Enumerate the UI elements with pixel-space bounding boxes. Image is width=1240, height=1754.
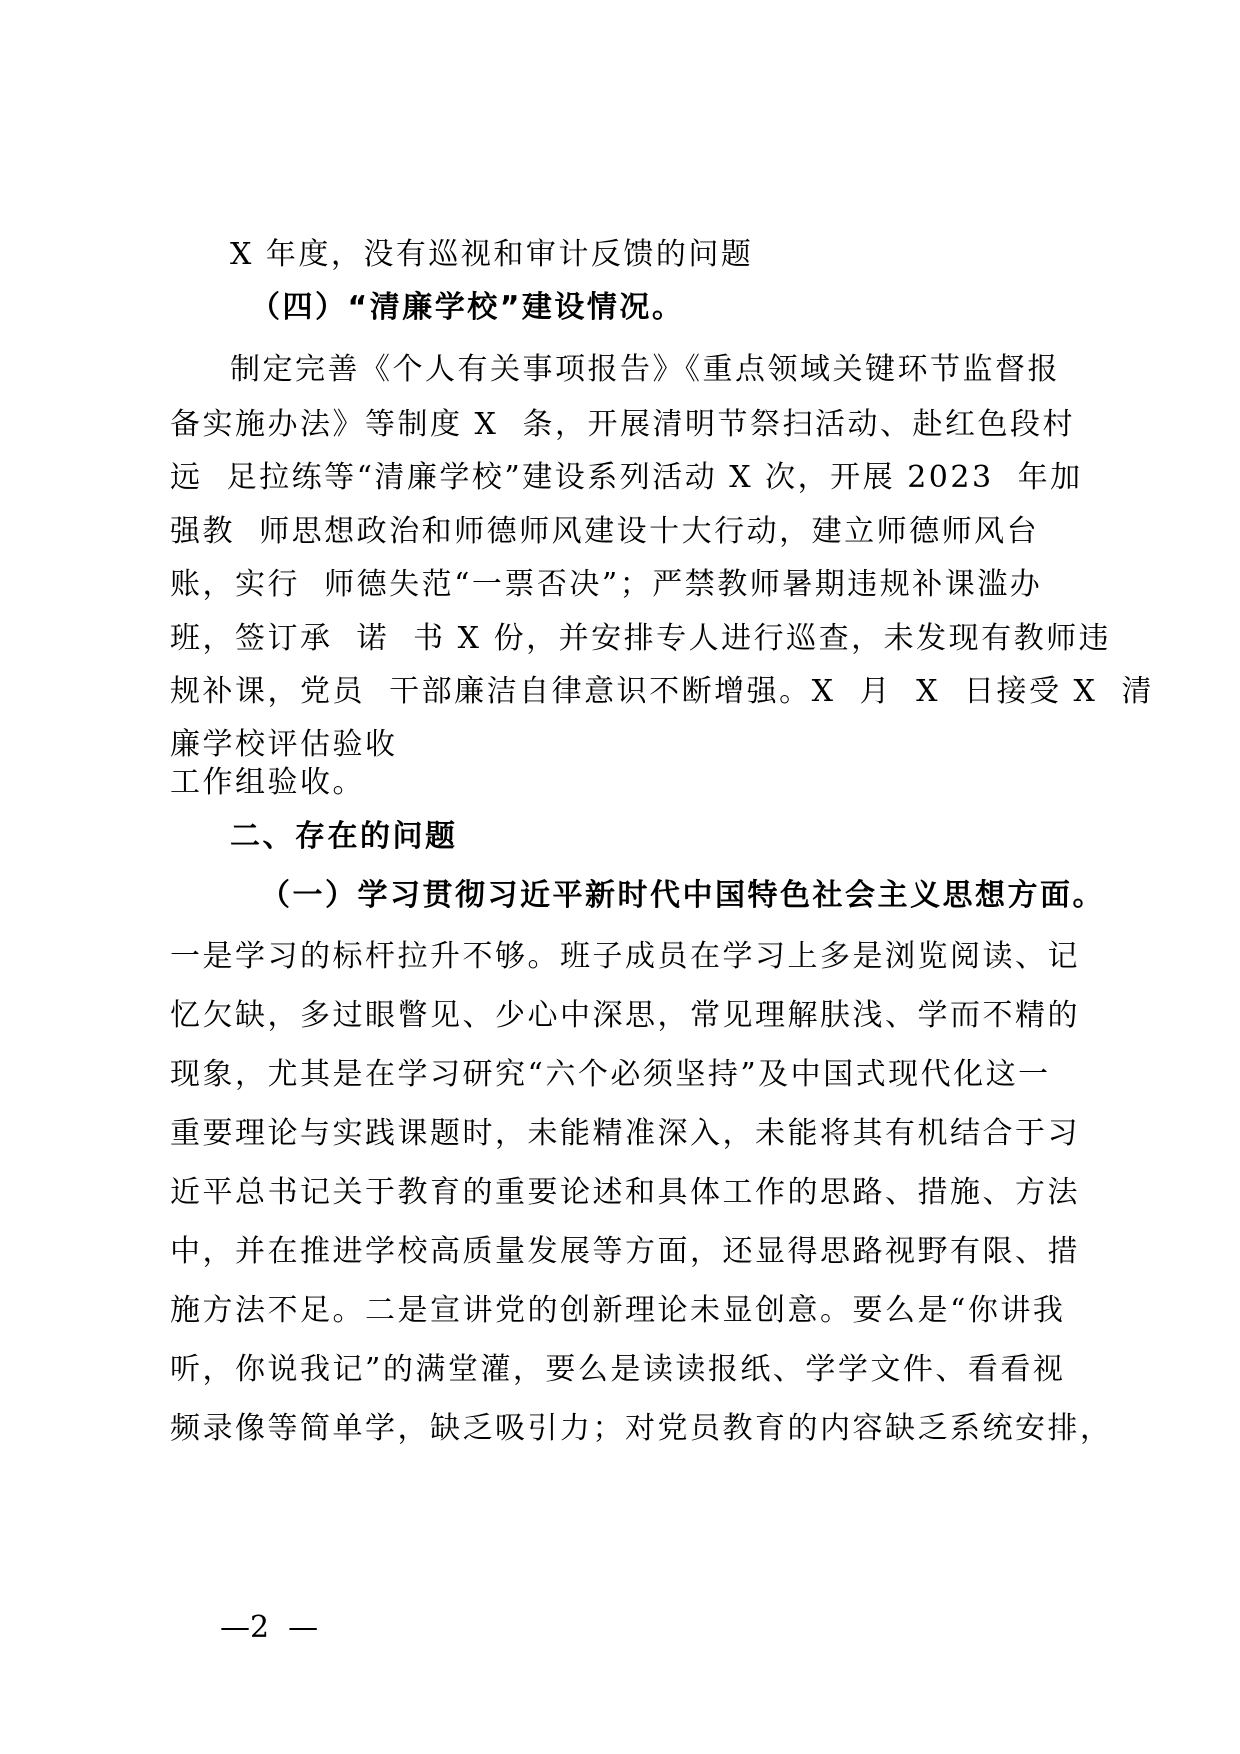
body-line-8: 班，签订承 诺 书 X 份，并安排专人进行巡查，未发现有教师违 [170,621,1112,656]
page-number: —2 — [220,1610,319,1645]
body-line-9: 规补课，党员 干部廉洁自律意识不断增强。X 月 X 日接受 X 清 [170,674,1154,709]
body-line-14: 一是学习的标杆拉升不够。班子成员在学习上多是浏览阅读、记 [170,939,1080,974]
body-line-10: 廉学校评估验收 [170,727,398,762]
body-line-3: 制定完善《个人有关事项报告》《重点领域关键环节监督报 [230,352,1060,387]
body-line-6: 强教 师思想政治和师德师风建设十大行动，建立师德师风台 [170,514,1040,549]
body-line-19: 中，并在推进学校高质量发展等方面，还显得思路视野有限、措 [170,1234,1080,1269]
subsection-heading-1: （一）学习贯彻习近平新时代中国特色社会主义思想方面。 [260,878,1105,913]
body-line-21: 听，你说我记”的满堂灌，要么是读读报纸、学学文件、看看视 [170,1352,1066,1387]
body-line-4: 备实施办法》等制度 X 条，开展清明节祭扫活动、赴红色段村 [170,407,1075,442]
body-line-15: 忆欠缺，多过眼瞥见、少心中深思，常见理解肤浅、学而不精的 [170,998,1080,1033]
section-heading-2: 二、存在的问题 [230,819,458,854]
body-line-20: 施方法不足。二是宣讲党的创新理论未显创意。要么是“你讲我 [170,1293,1066,1328]
body-line-16: 现象，尤其是在学习研究“六个必须坚持”及中国式现代化这一 [170,1057,1051,1092]
body-line-22: 频录像等简单学，缺乏吸引力；对党员教育的内容缺乏系统安排， [170,1411,1113,1446]
body-line-18: 近平总书记关于教育的重要论述和具体工作的思路、措施、方法 [170,1175,1080,1210]
body-line-1: X 年度，没有巡视和审计反馈的问题 [230,237,754,272]
body-line-7: 账，实行 师德失范“一票否决”；严禁教师暑期违规补课滥办 [170,567,1043,602]
body-line-5: 远 足拉练等“清廉学校”建设系列活动 X 次，开展 2023 年加 [170,460,1083,495]
section-heading-4: （四）“清廉学校”建设情况。 [250,290,685,325]
body-line-11: 工作组验收。 [170,765,365,800]
body-line-17: 重要理论与实践课题时，未能精准深入，未能将其有机结合于习 [170,1116,1080,1151]
